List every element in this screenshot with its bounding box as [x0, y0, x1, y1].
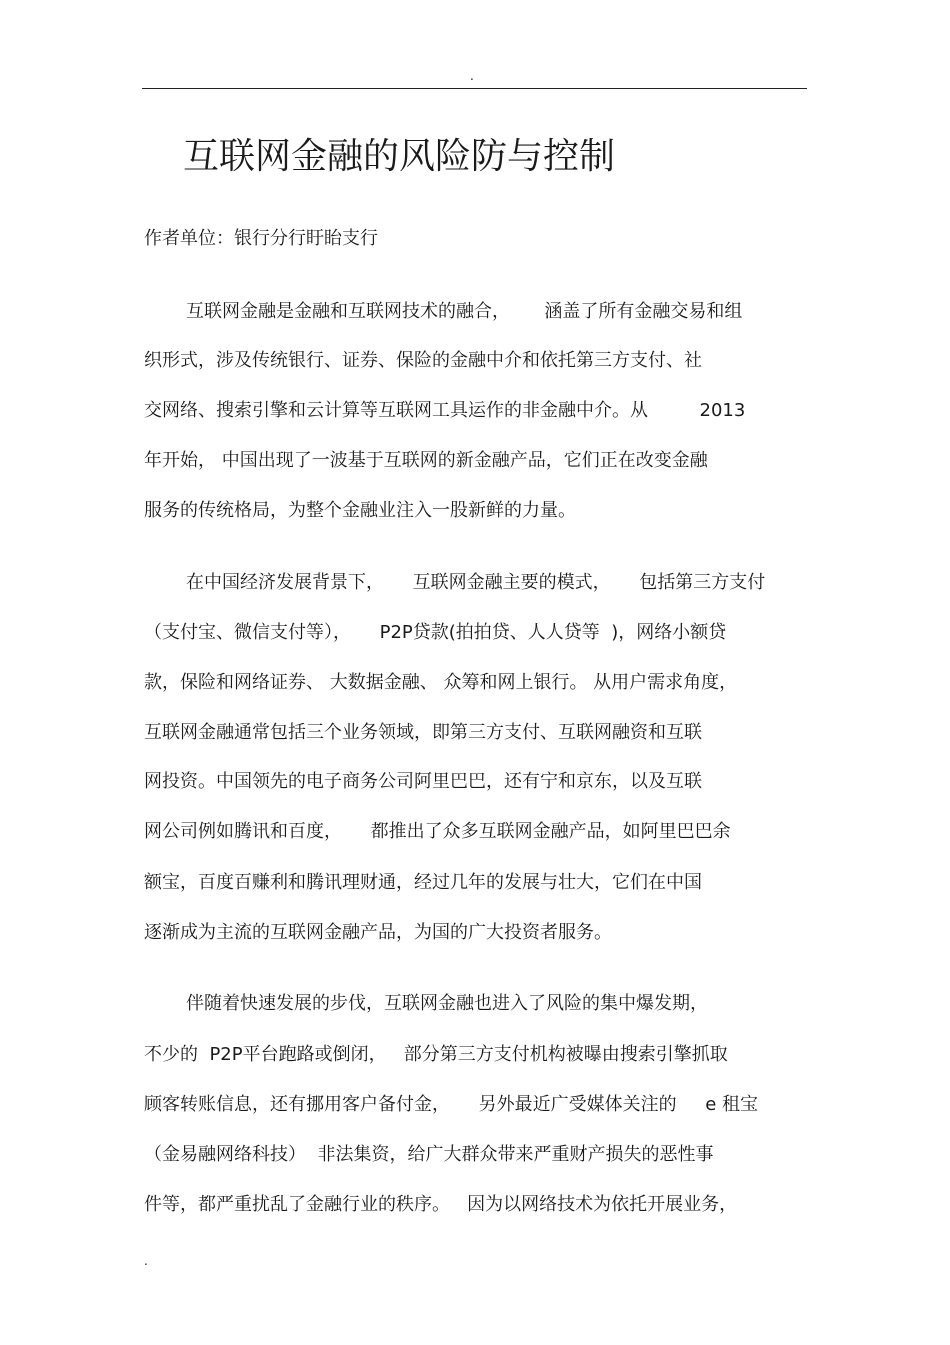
- paragraph-2-line-5: 网投资。中国领先的电子商务公司阿里巴巴，还有宁和京东，以及互联: [144, 771, 702, 792]
- header-dot: .: [470, 69, 474, 83]
- paragraph-3-line-2: 不少的 P2P平台跑路或倒闭， 部分第三方支付机构被曝由搜索引擎抓取: [144, 1044, 728, 1065]
- paragraph-2-line-8: 逐渐成为主流的互联网金融产品，为国的广大投资者服务。: [144, 922, 612, 943]
- paragraph-2-line-1: 在中国经济发展背景下， 互联网金融主要的模式， 包括第三方支付: [186, 572, 766, 593]
- paragraph-1-line-2: 织形式，涉及传统银行、证券、保险的金融中介和依托第三方支付、社: [144, 350, 702, 371]
- paragraph-3-line-4: （金易融网络科技） 非法集资，给广大群众带来严重财产损失的恶性事: [144, 1144, 714, 1165]
- paragraph-2-line-7: 额宝，百度百赚利和腾讯理财通，经过几年的发展与壮大，它们在中国: [144, 872, 702, 893]
- paragraph-1-line-4: 年开始， 中国出现了一波基于互联网的新金融产品，它们正在改变金融: [144, 450, 708, 471]
- paragraph-3-line-5: 件等，都严重扰乱了金融行业的秩序。 因为以网络技术为依托开展业务，: [144, 1194, 738, 1215]
- header-rule: [142, 88, 807, 89]
- paragraph-1-line-5: 服务的传统格局，为整个金融业注入一股新鲜的力量。: [144, 500, 576, 521]
- footer-dot: .: [144, 1254, 148, 1268]
- paragraph-2-line-3: 款，保险和网络证券、 大数据金融、 众筹和网上银行。 从用户需求角度，: [144, 672, 738, 693]
- paragraph-1-line-1: 互联网金融是金融和互联网技术的融合， 涵盖了所有金融交易和组: [186, 301, 743, 322]
- paragraph-3-line-3: 顾客转账信息，还有挪用客户备付金， 另外最近广受媒体关注的 e 租宝: [144, 1094, 759, 1115]
- paragraph-3-line-1: 伴随着快速发展的步伐，互联网金融也进入了风险的集中爆发期，: [186, 993, 708, 1014]
- paragraph-2-line-4: 互联网金融通常包括三个业务领域，即第三方支付、互联网融资和互联: [144, 722, 702, 743]
- paragraph-1-line-3: 交网络、搜索引擎和云计算等互联网工具运作的非金融中介。从 2013: [144, 400, 746, 421]
- paragraph-2-line-6: 网公司例如腾讯和百度， 都推出了众多互联网金融产品，如阿里巴巴余: [144, 821, 731, 842]
- author-affiliation: 作者单位：银行分行盱眙支行: [144, 228, 378, 249]
- paragraph-2-line-2: （支付宝、微信支付等）， P2P贷款(拍拍贷、人人贷等 )，网络小额贷: [144, 622, 727, 643]
- document-title: 互联网金融的风险防与控制: [183, 136, 616, 177]
